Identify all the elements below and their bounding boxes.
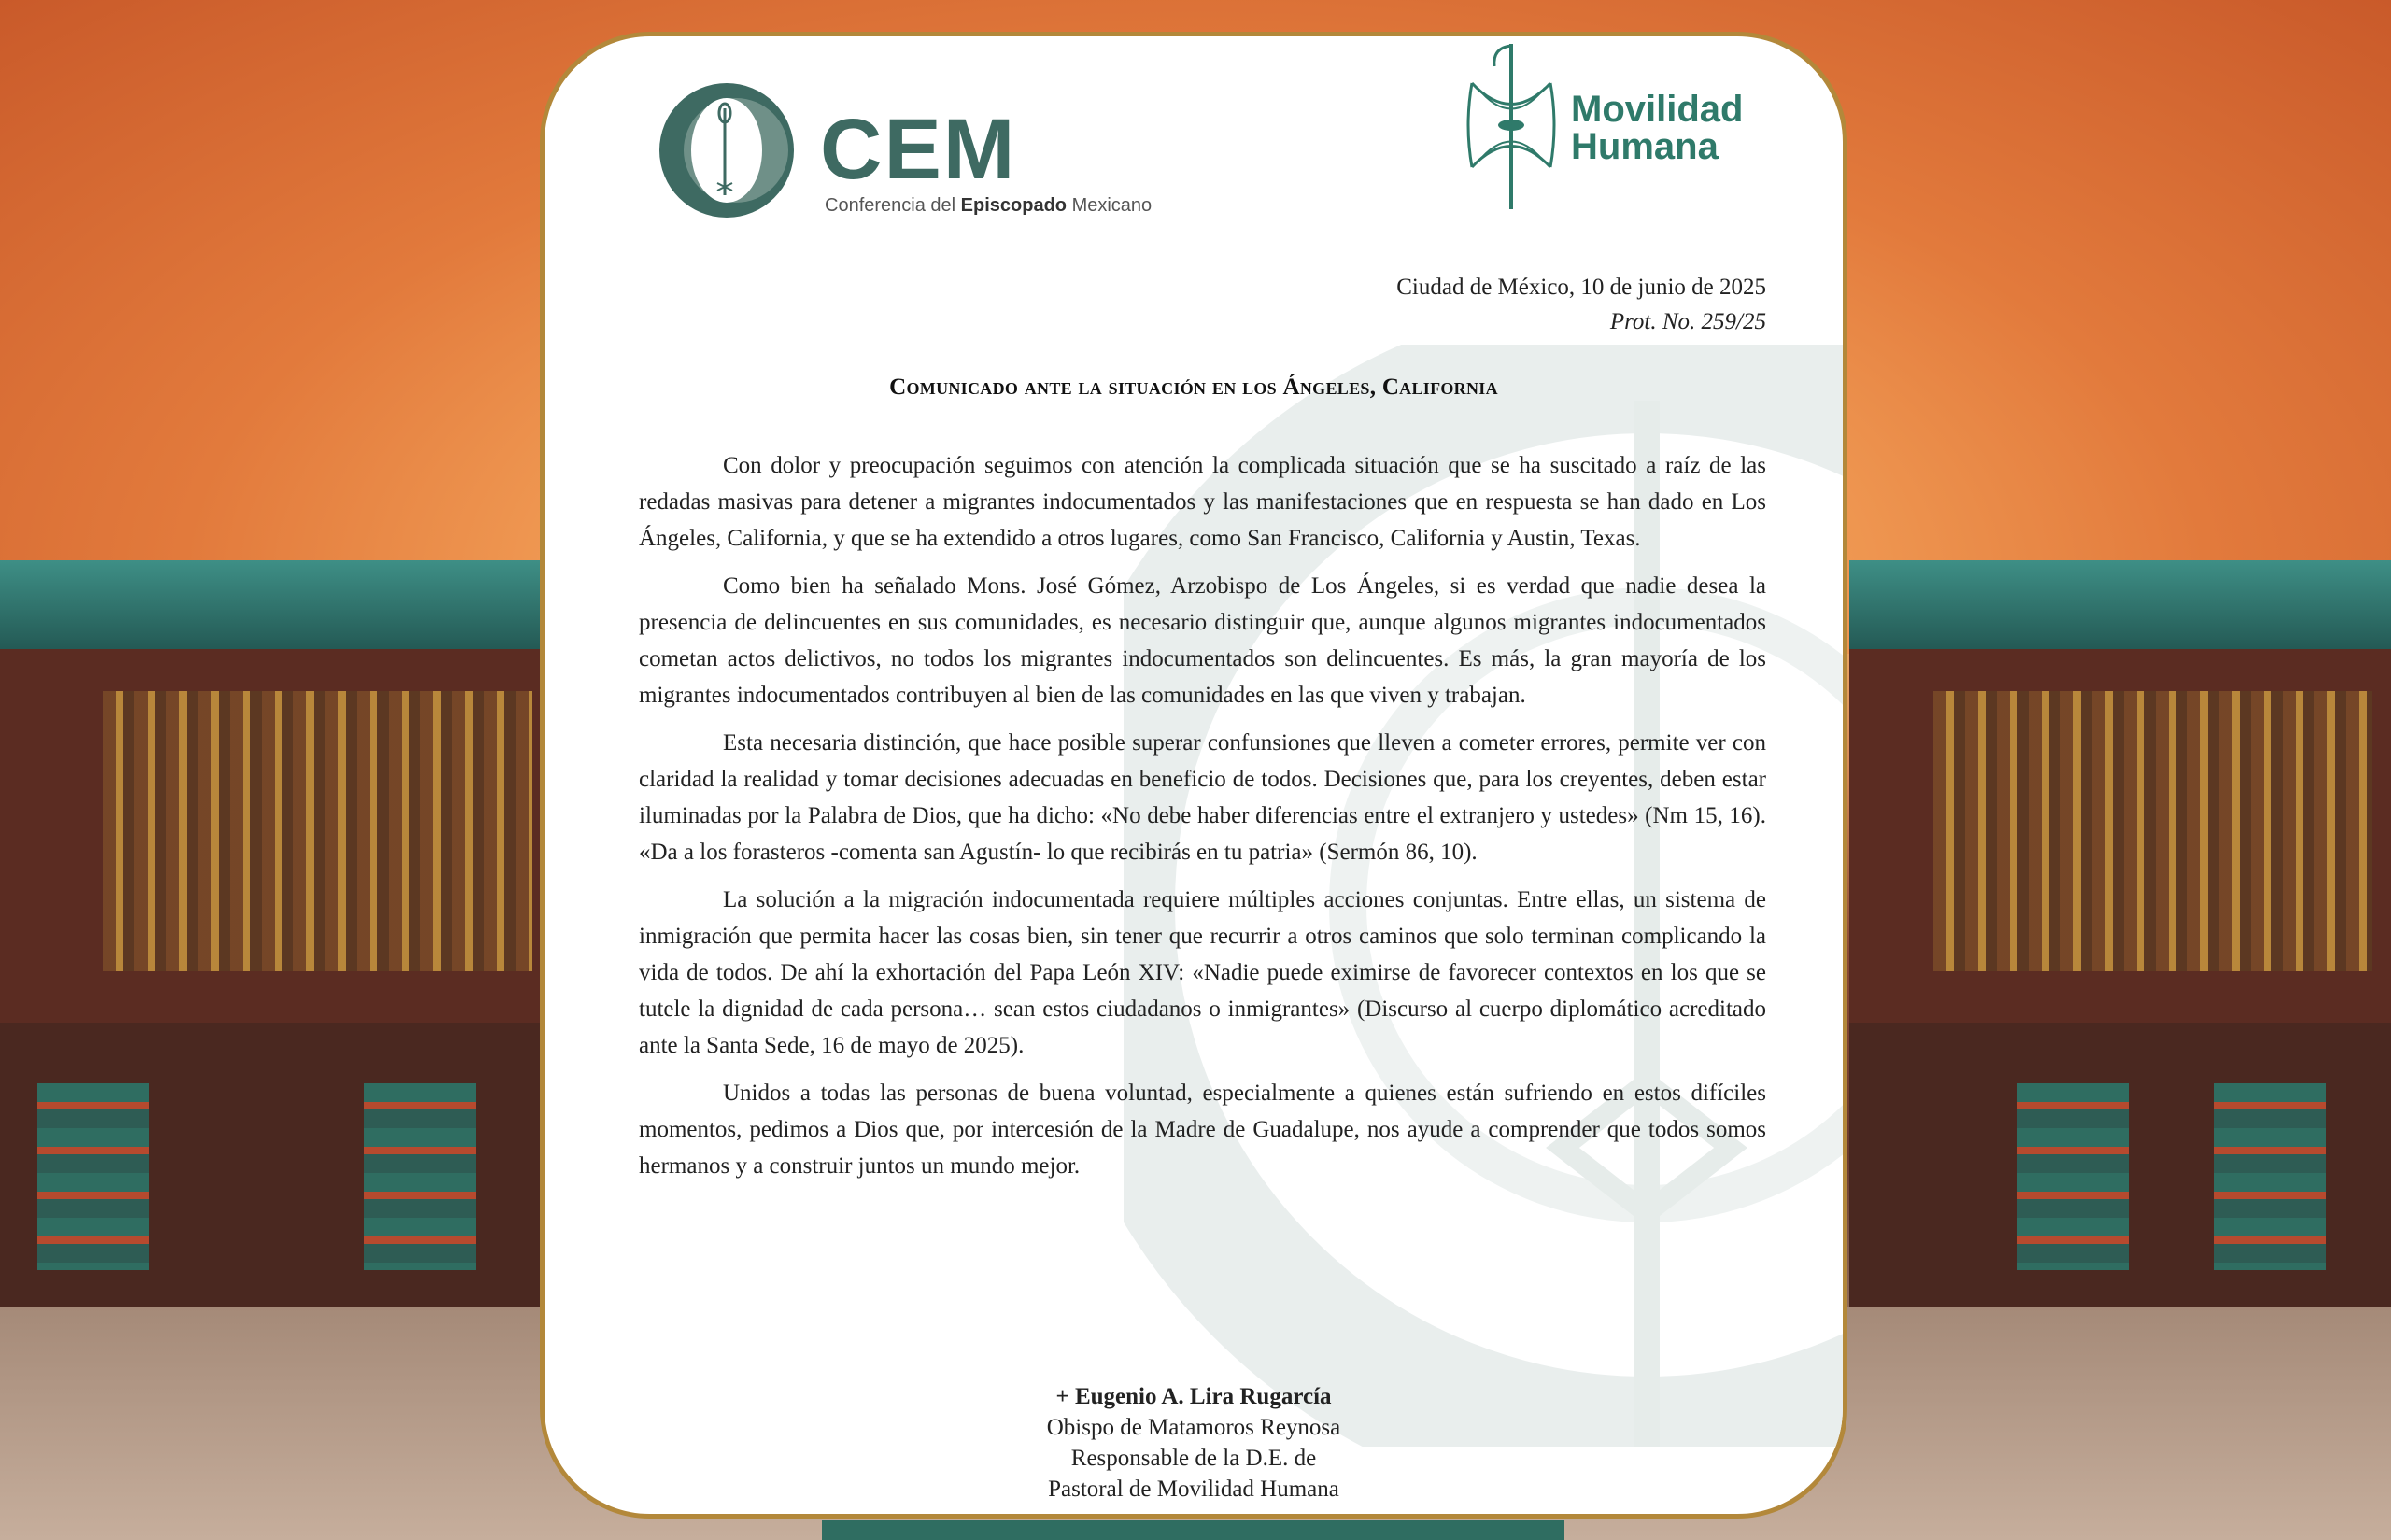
- movilidad-humana-logo-icon: [1464, 36, 1567, 214]
- signer-title-2: Responsable de la D.E. de: [1070, 1446, 1317, 1471]
- paragraph-1: Con dolor y preocupación seguimos con atención la complicada situación que se ha suscitado a raíz de las redadas masivas para detener a migrantes indocumentados y las manifestaciones que en respuesta se han dado en Los Ángeles, California, y que se ha extendido a otros lugares, como San Francisco, California y Austin, Texas.: [639, 453, 1766, 551]
- paragraph-3: Esta necesaria distinción, que hace posible superar confunsiones que lleven a cometer errores, permite ver con claridad la realidad y tomar decisiones adecuadas en beneficio de todos. Decisiones que, para los creyentes, deben estar iluminadas por la Palabra de Dios, que ha dicho: «No debe haber diferencias entre el extranjero y ustedes» (Nm 15, 16). «Da a los forasteros -comenta san Agustín- lo que recibirás en tu patria» (Sermón 86, 10).: [639, 730, 1766, 865]
- paragraph-4: La solución a la migración indocumentada requiere múltiples acciones conjuntas. Entre ellas, un sistema de inmigración que permita hacer las cosas bien, sin tener que recurrir a otros caminos que solo terminan complicando la vida de todos. De ahí la exhortación del Papa León XIV: «Nadie puede eximirse de favorecer contextos en los que se tutele la dignidad de cada persona… sean estos ciudadanos o inmigrantes» (Discurso al cuerpo diplomático acreditado ante la Santa Sede, 16 de mayo de 2025).: [639, 887, 1766, 1058]
- signer-title-3: Pastoral de Movilidad Humana: [1048, 1476, 1339, 1502]
- document-title: Comunicado ante la situación en los Ángeles, California: [889, 374, 1498, 400]
- document-body: [639, 447, 1766, 1195]
- cem-header: [652, 64, 1212, 223]
- cem-logo-text: CEM: [820, 102, 1017, 197]
- date-block: [1396, 270, 1766, 339]
- background-building-right: [1849, 560, 2391, 1326]
- paragraph-2: Como bien ha señalado Mons. José Gómez, Arzobispo de Los Ángeles, si es verdad que nadie desea la presencia de delincuentes en sus comunidades, es necesario distinguir que, aunque algunos migrantes indocumentados cometan actos delictivos, no todos los migrantes indocumentados son delincuentes. Es más, la gran mayoría de los migrantes indocumentados contribuyen al bien de las comunidades en las que viven y trabajan.: [639, 573, 1766, 708]
- document-card: [540, 32, 1847, 1519]
- place-date: Ciudad de México, 10 de junio de 2025: [1396, 275, 1766, 300]
- paragraph-5: Unidos a todas las personas de buena voluntad, especialmente a quienes están sufriendo en estos difíciles momentos, pedimos a Dios que, por intercesión de la Madre de Guadalupe, nos ayude a comprender que todos somos hermanos y a construir juntos un mundo mejor.: [639, 1081, 1766, 1179]
- cem-subtitle: Conferencia del Episcopado Mexicano: [825, 195, 1153, 216]
- protocol-number: Prot. No. 259/25: [1609, 309, 1766, 334]
- cem-logo-icon: [652, 76, 801, 225]
- signature-block: [545, 1381, 1843, 1505]
- movilidad-humana-text: Movilidad Humana: [1571, 89, 1744, 167]
- movilidad-humana-header: [1464, 36, 1782, 223]
- signer-name: + Eugenio A. Lira Rugarcía: [1055, 1384, 1332, 1409]
- bottom-green-strip: [822, 1520, 1564, 1540]
- signer-title-1: Obispo de Matamoros Reynosa: [1046, 1415, 1341, 1440]
- background-building-left: [0, 560, 560, 1326]
